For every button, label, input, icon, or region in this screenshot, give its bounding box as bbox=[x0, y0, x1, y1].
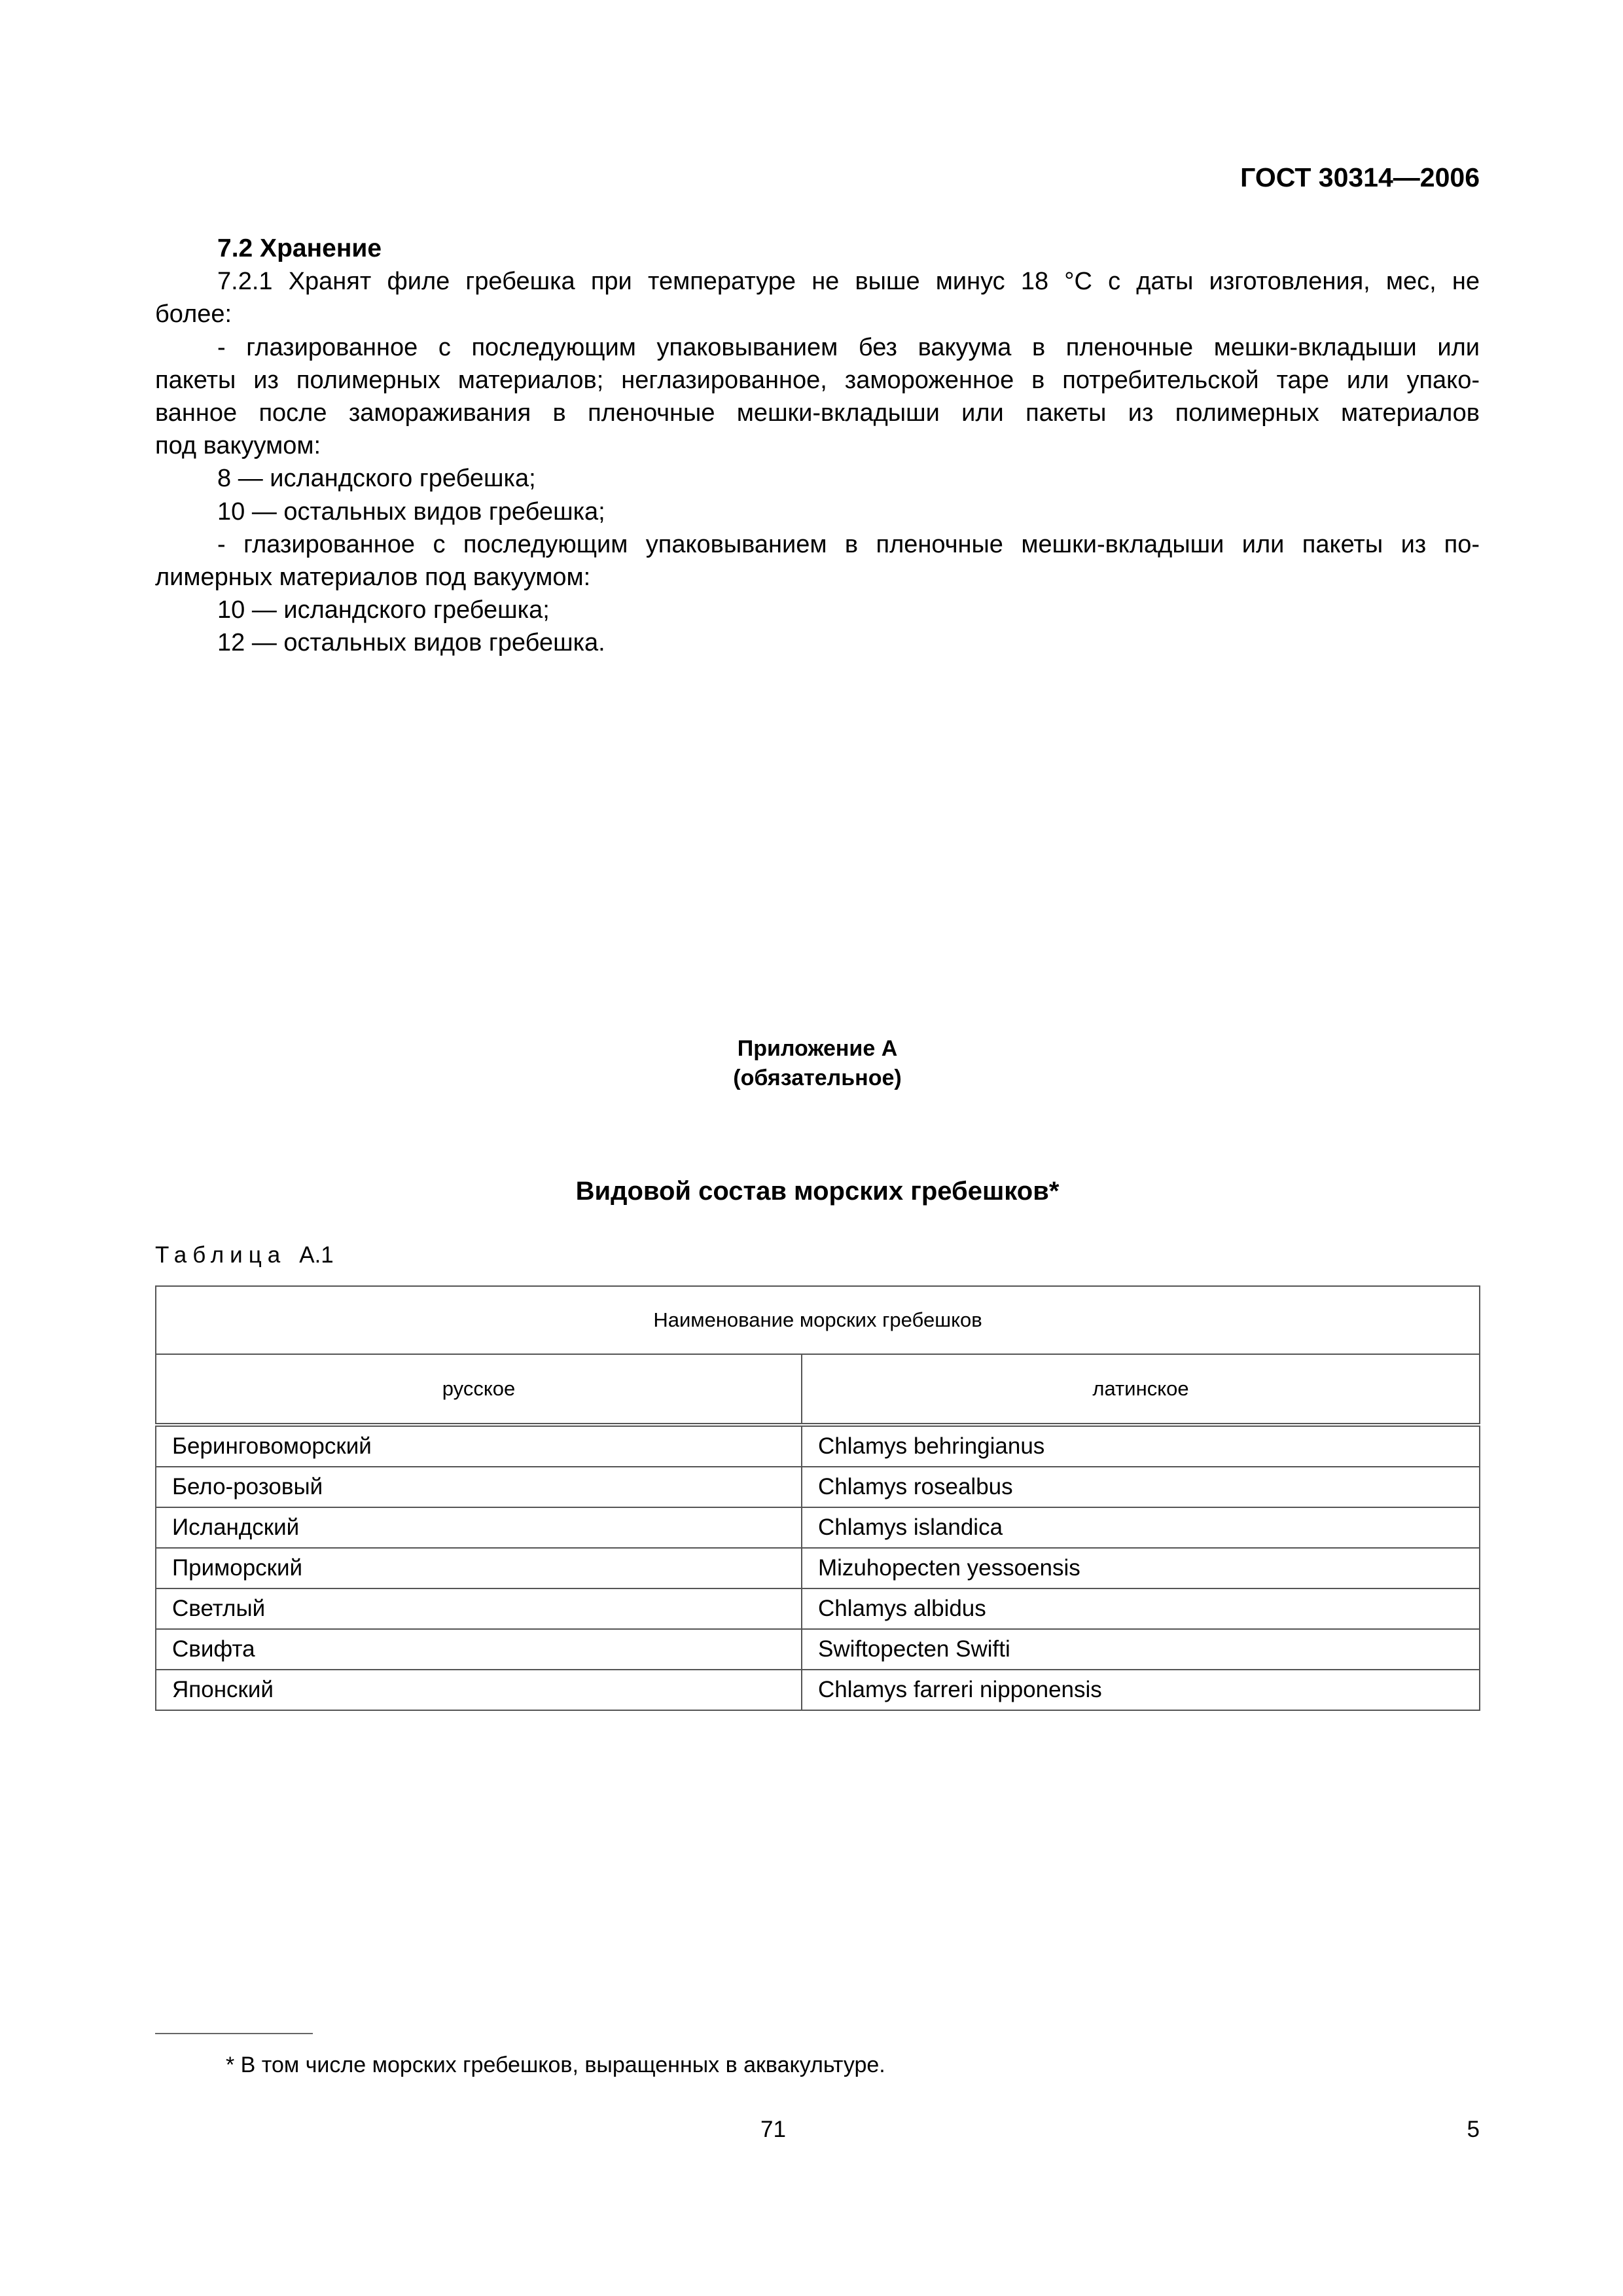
table-group-header: Наименование морских гребешков bbox=[156, 1286, 1480, 1354]
table-caption bbox=[155, 1242, 334, 1268]
appendix-status: (обязательное) bbox=[733, 1066, 902, 1090]
cell-latin-name: Mizuhopecten yessoensis bbox=[802, 1548, 1480, 1588]
table-caption-word: Таблица bbox=[155, 1242, 287, 1268]
table-row bbox=[156, 1507, 1480, 1548]
text-line: - глазированное с последующим упаковыванием в пленочные мешки-вкладыши или пакеты из по- bbox=[217, 530, 1480, 558]
column-header-latin: латинское bbox=[802, 1354, 1480, 1425]
column-header-russian: русское bbox=[156, 1354, 802, 1425]
cell-russian-name: Исландский bbox=[156, 1507, 802, 1548]
text-line: 10 — исландского гребешка; bbox=[217, 596, 550, 624]
cell-russian-name: Японский bbox=[156, 1670, 802, 1710]
cell-latin-name: Chlamys farreri nipponensis bbox=[802, 1670, 1480, 1710]
table-row bbox=[156, 1670, 1480, 1710]
footnote: * В том числе морских гребешков, выращенных в аквакультуре. bbox=[226, 2053, 885, 2077]
cell-latin-name: Chlamys behringianus bbox=[802, 1425, 1480, 1467]
section-text bbox=[155, 265, 1480, 659]
cell-russian-name: Свифта bbox=[156, 1629, 802, 1670]
text-line: ванное после замораживания в пленочные мешки-вкладыши или пакеты из полимерных материалов bbox=[155, 399, 1480, 427]
species-table bbox=[155, 1285, 1480, 1711]
cell-russian-name: Приморский bbox=[156, 1548, 802, 1588]
cell-latin-name: Chlamys islandica bbox=[802, 1507, 1480, 1548]
table-row bbox=[156, 1548, 1480, 1588]
text-line: 12 — остальных видов гребешка. bbox=[217, 629, 605, 657]
text-line: под вакуумом: bbox=[155, 432, 321, 460]
text-line: - глазированное с последующим упаковыванием без вакуума в пленочные мешки-вкладыши или bbox=[217, 333, 1480, 361]
document-id: ГОСТ 30314—2006 bbox=[1240, 162, 1480, 192]
text-line: лимерных материалов под вакуумом: bbox=[155, 564, 591, 592]
section-7-2 bbox=[155, 232, 1480, 660]
text-line: 7.2.1 Хранят филе гребешка при температуре не выше минус 18 °С с даты изготовления, мес, не bbox=[217, 268, 1480, 296]
cell-russian-name: Светлый bbox=[156, 1588, 802, 1629]
cell-latin-name: Swiftopecten Swifti bbox=[802, 1629, 1480, 1670]
cell-latin-name: Chlamys rosealbus bbox=[802, 1467, 1480, 1507]
table-row bbox=[156, 1629, 1480, 1670]
footnote-divider bbox=[155, 2033, 313, 2034]
cell-russian-name: Беринговоморский bbox=[156, 1425, 802, 1467]
text-line: более: bbox=[155, 300, 232, 329]
table-caption-number: А.1 bbox=[299, 1242, 334, 1268]
appendix-header bbox=[155, 1034, 1480, 1093]
appendix-title: Видовой состав морских гребешков* bbox=[575, 1177, 1060, 1206]
cell-russian-name: Бело-розовый bbox=[156, 1467, 802, 1507]
table-row bbox=[156, 1425, 1480, 1467]
page-number-center: 71 bbox=[760, 2117, 786, 2142]
appendix-label: Приложение А bbox=[737, 1036, 898, 1061]
text-line: 8 — исландского гребешка; bbox=[217, 465, 536, 493]
table-row bbox=[156, 1467, 1480, 1507]
page-number-right: 5 bbox=[1467, 2117, 1480, 2142]
section-heading: 7.2 Хранение bbox=[217, 234, 382, 262]
table-row bbox=[156, 1588, 1480, 1629]
cell-latin-name: Chlamys albidus bbox=[802, 1588, 1480, 1629]
text-line: 10 — остальных видов гребешка; bbox=[217, 497, 605, 526]
text-line: пакеты из полимерных материалов; неглазированное, замороженное в потребительской таре или упако- bbox=[155, 366, 1480, 394]
